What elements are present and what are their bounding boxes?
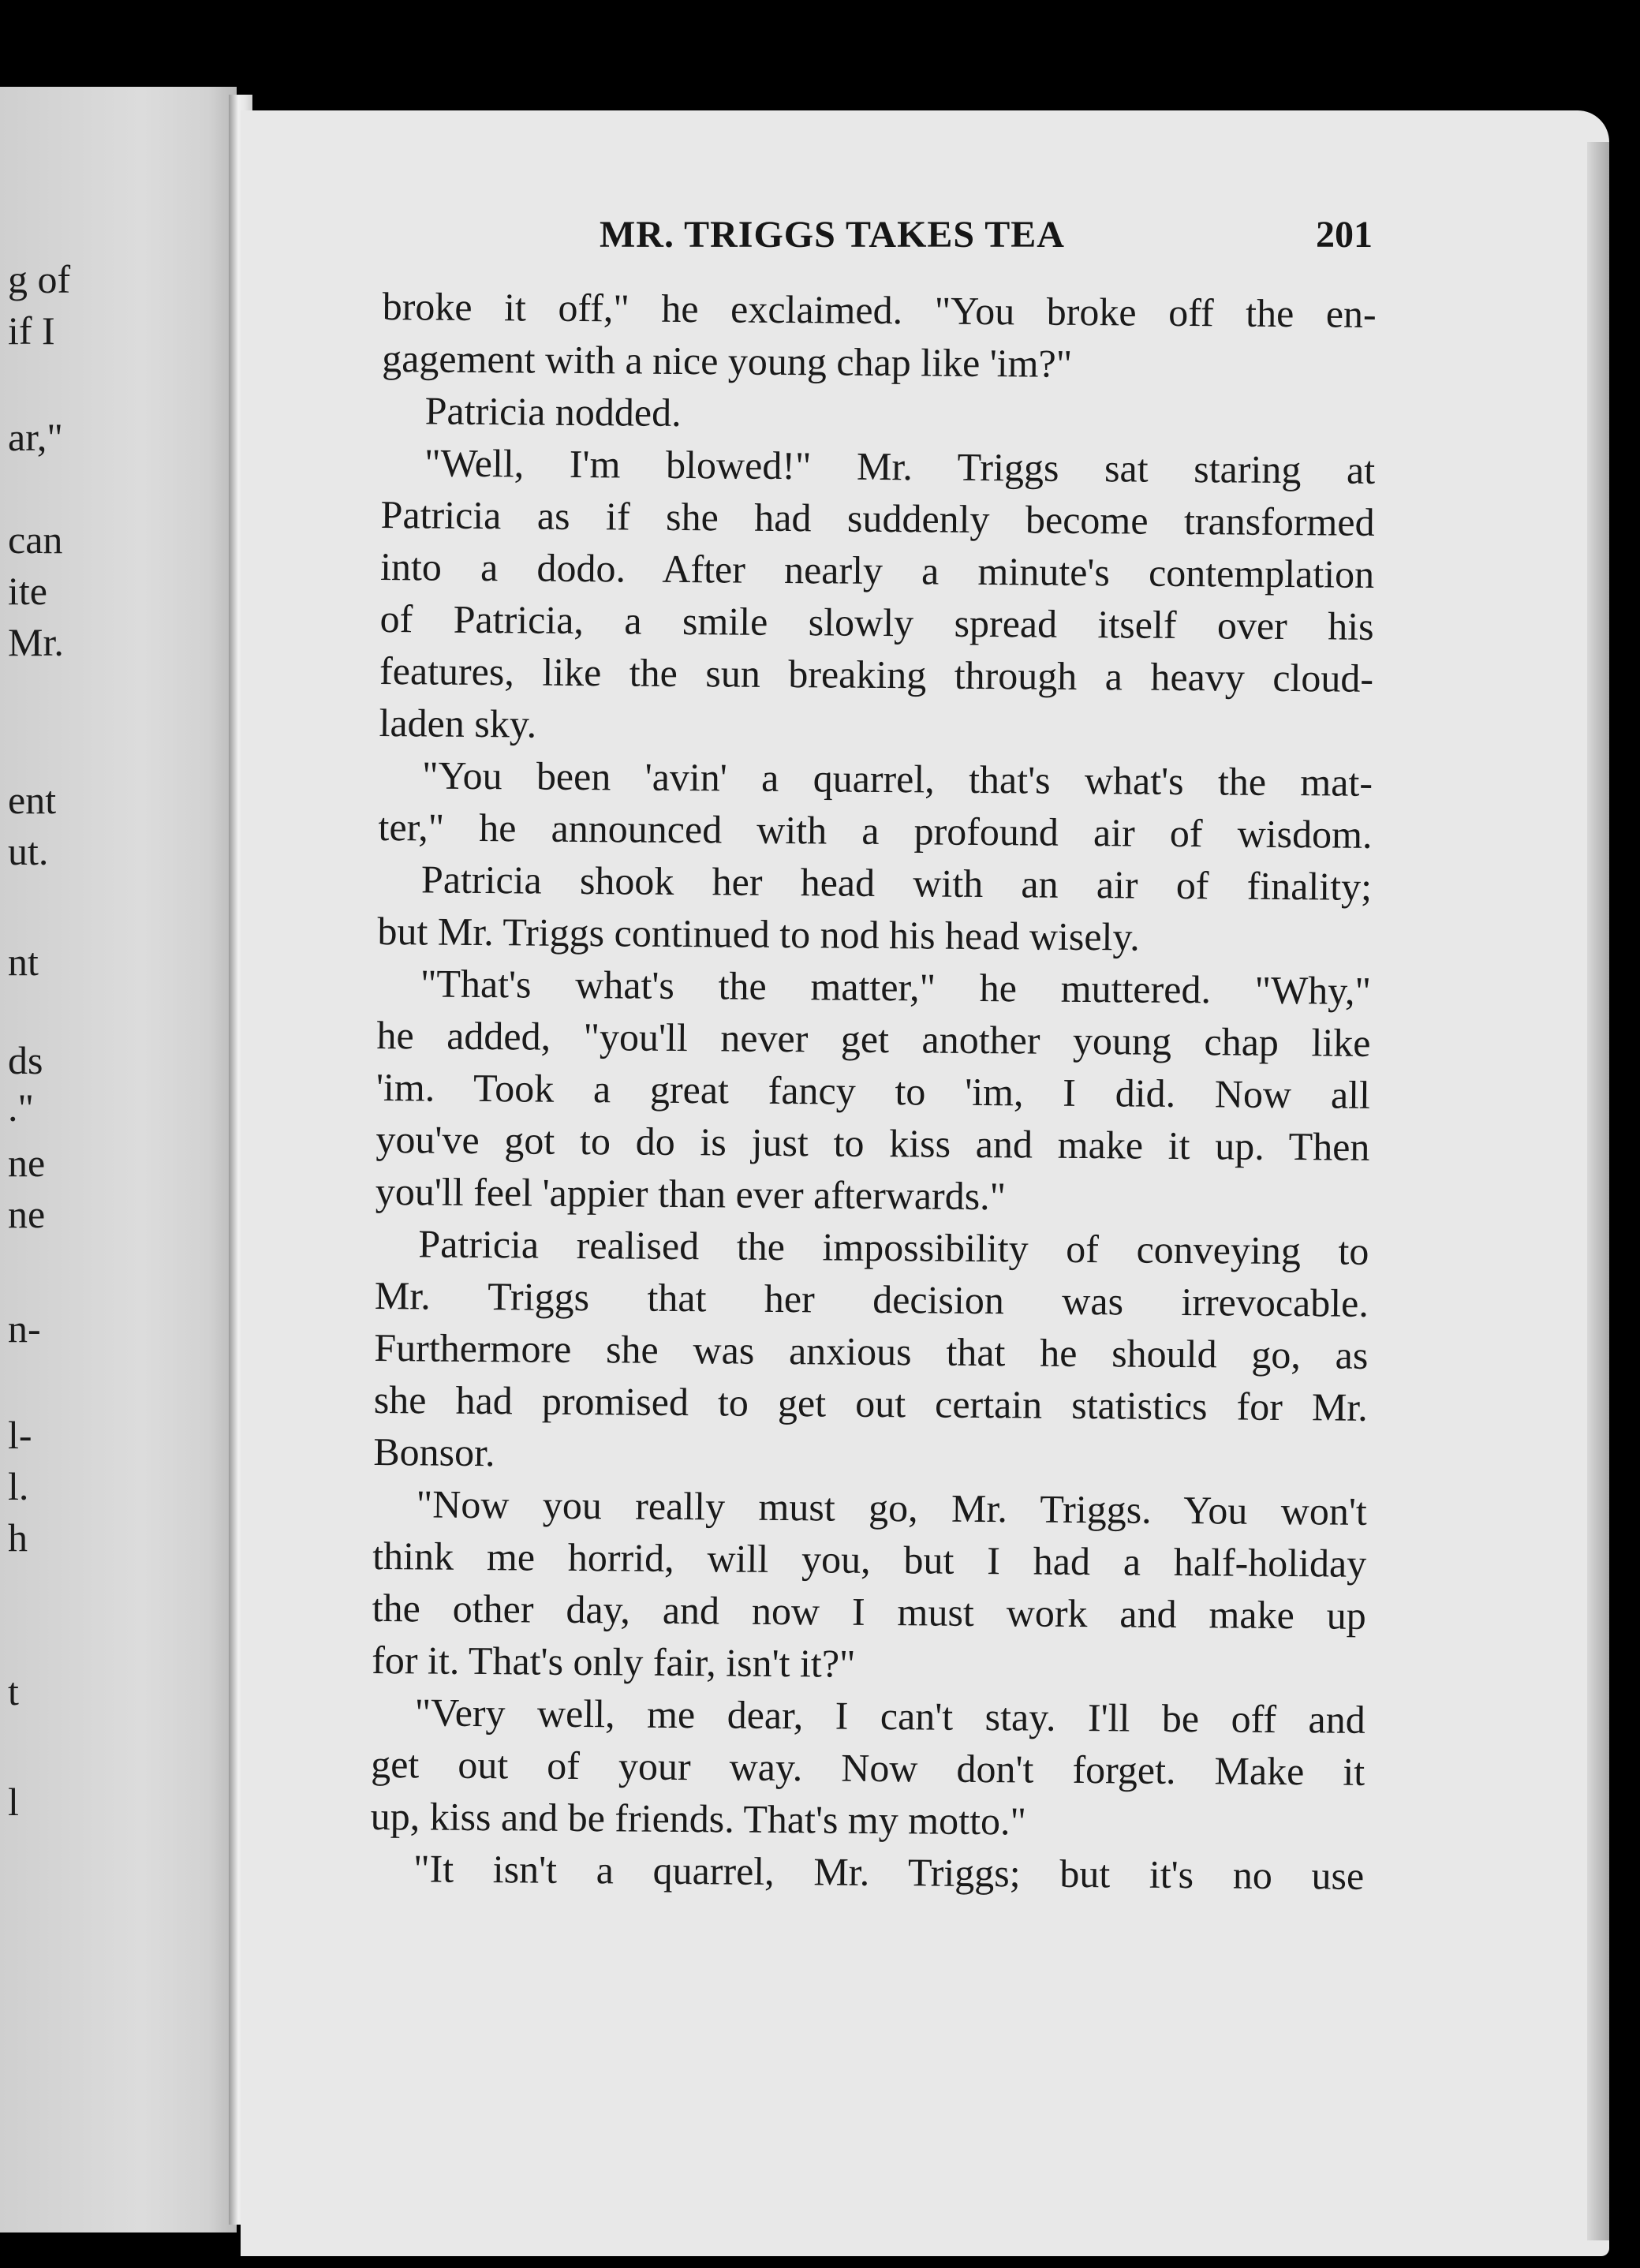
text-line: "You been 'avin' a quarrel, that's what's the mat- (421, 753, 1373, 805)
left-fragment: l- (8, 1413, 32, 1457)
text-line: you've got to do is just to kiss and make it up. Then (375, 1116, 1370, 1169)
left-fragment: ne (8, 1192, 46, 1236)
text-line: "Now you really must go, Mr. Triggs. You won't (416, 1481, 1367, 1534)
text-line: ter," he announced with a profound air of wisdom. (378, 804, 1373, 857)
left-fragment: ds (8, 1038, 43, 1082)
text-line: the other day, and now I must work and make up (372, 1585, 1366, 1638)
left-fragment: nt (8, 940, 39, 984)
left-fragment: if I (8, 308, 55, 353)
left-fragment: ent (8, 778, 57, 822)
running-head: MR. TRIGGS TAKES TEA (600, 214, 1065, 256)
text-line: he added, "you'll never get another young chap like (376, 1012, 1371, 1065)
text-line: get out of your way. Now don't forget. Make it (371, 1741, 1365, 1794)
left-fragment: l. (8, 1464, 29, 1508)
text-line: broke it off," he exclaimed. "You broke off the en- (382, 283, 1377, 336)
text-line: laden sky. (379, 700, 537, 746)
text-line: "Very well, me dear, I can't stay. I'll be off and (414, 1690, 1365, 1742)
text-line: she had promised to get out certain statistics for Mr. (373, 1377, 1369, 1429)
text-line: Patricia shook her head with an air of finality; (420, 857, 1373, 909)
text-line: you'll feel 'appier than ever afterwards." (375, 1168, 1007, 1219)
text-line: "Well, I'm blowed!" Mr. Triggs sat staring at (424, 440, 1376, 492)
left-fragment: n- (8, 1306, 41, 1351)
text-line: Bonsor. (373, 1429, 495, 1475)
left-fragment: g of (8, 257, 71, 301)
left-fragment: ut. (8, 829, 49, 873)
left-fragment: t (8, 1669, 19, 1713)
text-line: features, like the sun breaking through a heavy cloud- (379, 648, 1374, 701)
text-line: "That's what's the matter," he muttered. "Why," (420, 961, 1372, 1013)
text-line: Patricia nodded. (424, 388, 682, 435)
page-body-text (370, 280, 1377, 1902)
page-header (600, 213, 1373, 268)
left-fragment: h (8, 1515, 28, 1560)
text-line: think me horrid, will you, but I had a half-holiday (372, 1533, 1367, 1586)
text-line: gagement with a nice young chap like 'im?" (382, 335, 1073, 386)
left-fragment: l (8, 1780, 19, 1824)
text-line: but Mr. Triggs continued to nod his head wisely. (377, 908, 1140, 959)
text-line: Patricia realised the impossibility of conveying to (418, 1221, 1369, 1273)
text-line: up, kiss and be friends. That's my motto." (370, 1793, 1027, 1844)
text-line: for it. That's only fair, isn't it?" (372, 1637, 856, 1686)
text-line: Furthermore she was anxious that he should go, as (374, 1325, 1369, 1377)
text-line: Patricia as if she had suddenly become transformed (380, 491, 1375, 544)
text-line: "It isn't a quarrel, Mr. Triggs; but it's no use (413, 1846, 1365, 1898)
text-line: Mr. Triggs that her decision was irrevocable. (374, 1272, 1369, 1325)
left-page-text-fragments (0, 87, 237, 2233)
left-fragment: can (8, 517, 63, 562)
left-fragment: ite (8, 569, 47, 613)
text-line: of Patricia, a smile slowly spread itself over his (379, 596, 1374, 648)
left-fragment: ." (8, 1085, 34, 1130)
left-fragment: ar," (8, 415, 63, 459)
text-line: into a dodo. After nearly a minute's contemplation (379, 544, 1375, 596)
left-fragment: ne (8, 1141, 46, 1185)
page-number: 201 (1316, 214, 1373, 256)
text-line: 'im. Took a great fancy to 'im, I did. Now all (375, 1064, 1371, 1117)
left-fragment: Mr. (8, 620, 64, 664)
left-page (0, 87, 237, 2233)
